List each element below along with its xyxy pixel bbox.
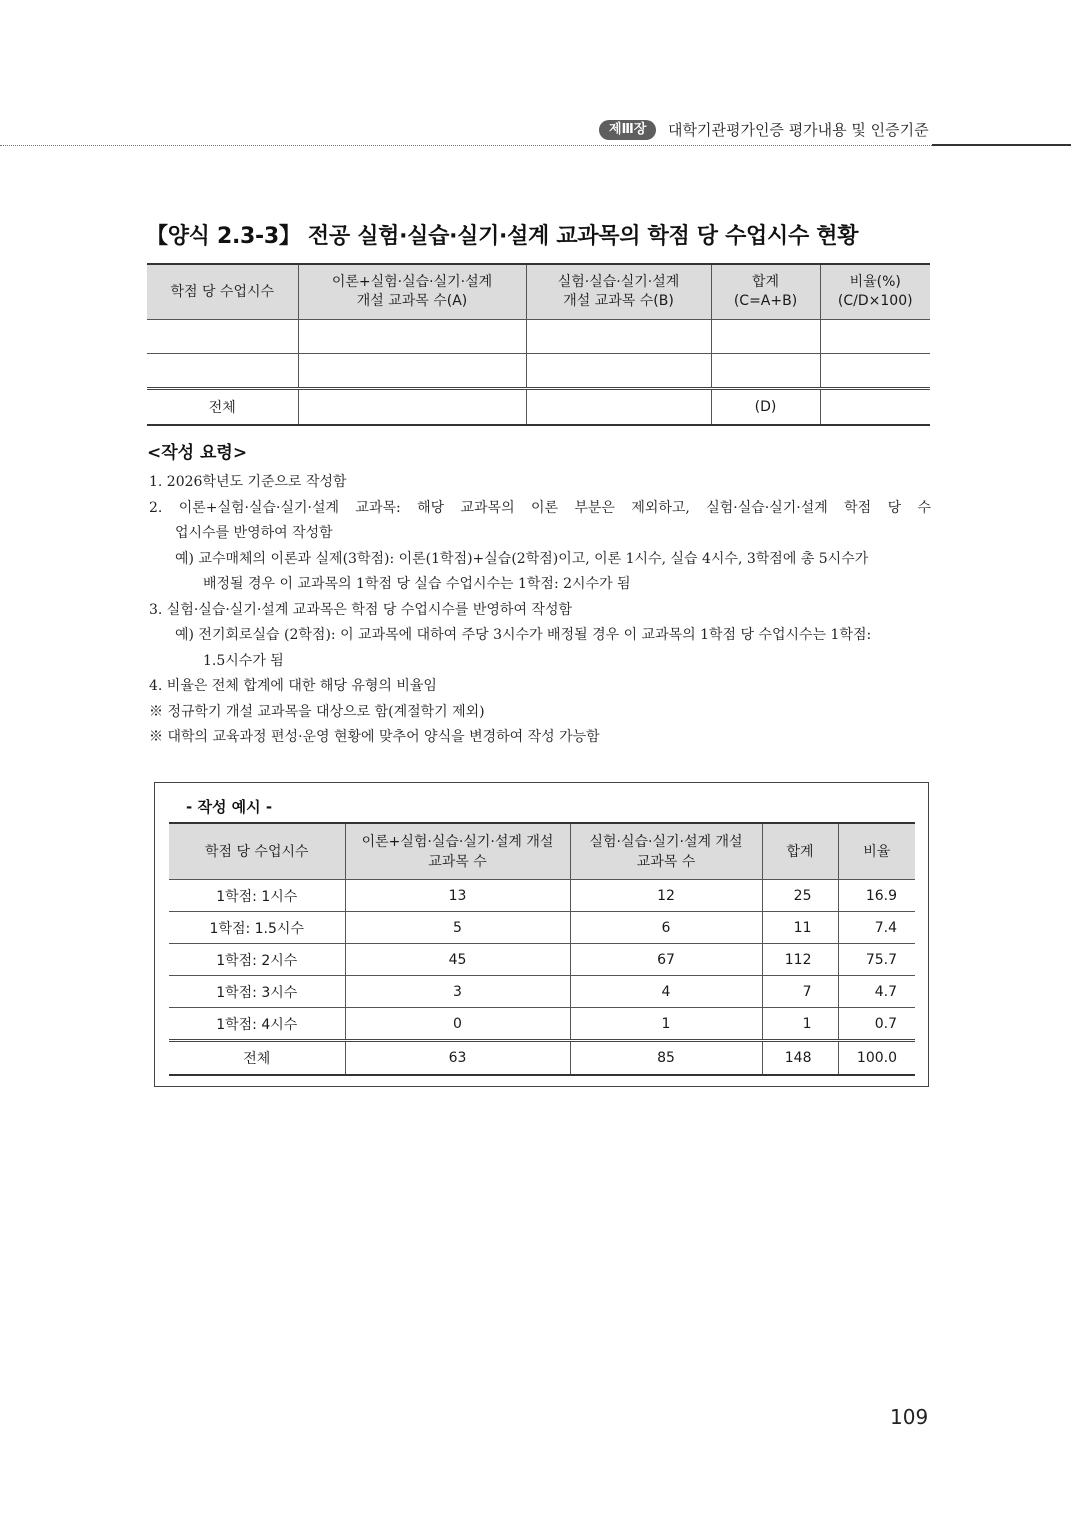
chapter-badge: 제Ⅲ장 — [599, 120, 656, 140]
example-cell: 1학점: 1.5시수 — [169, 912, 345, 944]
header-title: 대학기관평가인증 평가내용 및 인증기준 — [668, 121, 929, 139]
example-header-cell: 학점 당 수업시수 — [169, 823, 345, 880]
example-total-row — [169, 1041, 915, 1076]
example-header-cell: 합계 — [762, 823, 838, 880]
form-header-cell: 이론+실험·실습·실기·설계 개설 교과목 수(A) — [298, 264, 526, 320]
example-cell: 12 — [570, 880, 762, 912]
form-table-header-row — [147, 264, 930, 320]
guide-line: 업시수를 반영하여 작성함 — [175, 525, 333, 541]
form-empty-cell — [820, 354, 930, 389]
example-table — [169, 822, 915, 1076]
example-cell: 0 — [345, 1008, 570, 1041]
form-empty-cell — [820, 320, 930, 354]
example-cell: 67 — [570, 944, 762, 976]
header-solid-rule — [932, 144, 1071, 146]
example-label: - 작성 예시 - — [186, 798, 273, 816]
example-cell: 4.7 — [838, 976, 915, 1008]
example-cell: 45 — [345, 944, 570, 976]
guide-line: 2. 이론+실험·실습·실기·설계 교과목: 해당 교과목의 이론 부분은 제외하고, 실험·실습·실기·설계 학점 당 수 — [149, 499, 931, 516]
guide-line: 배정될 경우 이 교과목의 1학점 당 실습 수업시수는 1학점: 2시수가 됨 — [203, 576, 631, 592]
form-empty-cell — [711, 354, 820, 389]
form-header-cell: 실험·실습·실기·설계 개설 교과목 수(B) — [526, 264, 711, 320]
form-header-cell: 합계 (C=A+B) — [711, 264, 820, 320]
example-total-cell: 63 — [345, 1041, 570, 1076]
form-table — [147, 263, 930, 426]
guide-line: 예) 전기회로실습 (2학점): 이 교과목에 대하여 주당 3시수가 배정될 경우 이 교과목의 1학점 당 수업시수는 1학점: — [175, 627, 872, 643]
example-header-cell: 실험·실습·실기·설계 개설 교과목 수 — [570, 823, 762, 880]
form-total-sum: (D) — [711, 389, 820, 426]
form-header-cell: 학점 당 수업시수 — [147, 264, 298, 320]
form-total-cell — [820, 389, 930, 426]
header-dotted-rule — [0, 145, 932, 146]
example-row — [169, 912, 915, 944]
example-cell: 1 — [762, 1008, 838, 1041]
form-empty-cell — [711, 320, 820, 354]
form-empty-cell — [526, 354, 711, 389]
form-total-cell — [526, 389, 711, 426]
example-header-cell: 이론+실험·실습·실기·설계 개설 교과목 수 — [345, 823, 570, 880]
example-cell: 13 — [345, 880, 570, 912]
example-cell: 25 — [762, 880, 838, 912]
example-cell: 0.7 — [838, 1008, 915, 1041]
form-empty-cell — [147, 320, 298, 354]
guide-line: 4. 비율은 전체 합계에 대한 해당 유형의 비율임 — [149, 678, 437, 694]
guide-note: ※ 대학의 교육과정 편성·운영 현황에 맞추어 양식을 변경하여 작성 가능함 — [149, 729, 600, 745]
example-cell: 7 — [762, 976, 838, 1008]
form-empty-cell — [526, 320, 711, 354]
example-cell: 1학점: 4시수 — [169, 1008, 345, 1041]
example-cell: 1학점: 2시수 — [169, 944, 345, 976]
example-cell: 5 — [345, 912, 570, 944]
guide-line: 1.5시수가 됨 — [203, 652, 284, 669]
example-total-cell: 85 — [570, 1041, 762, 1076]
example-total-cell: 148 — [762, 1041, 838, 1076]
guide-line: 1. 2026학년도 기준으로 작성함 — [149, 474, 347, 490]
guide-heading: <작성 요령> — [147, 443, 248, 463]
form-total-row — [147, 389, 930, 426]
example-cell: 4 — [570, 976, 762, 1008]
page-number: 109 — [890, 1405, 929, 1429]
example-cell: 6 — [570, 912, 762, 944]
example-header-row — [169, 823, 915, 880]
example-cell: 16.9 — [838, 880, 915, 912]
running-header — [0, 118, 1071, 148]
example-cell: 75.7 — [838, 944, 915, 976]
example-cell: 1학점: 3시수 — [169, 976, 345, 1008]
example-cell: 1 — [570, 1008, 762, 1041]
form-title: 【양식 2.3-3】 전공 실험·실습·실기·설계 교과목의 학점 당 수업시수 현황 — [146, 224, 859, 249]
form-empty-cell — [298, 320, 526, 354]
example-cell: 1학점: 1시수 — [169, 880, 345, 912]
example-cell: 112 — [762, 944, 838, 976]
example-cell: 11 — [762, 912, 838, 944]
form-table-row — [147, 354, 930, 389]
form-total-label: 전체 — [147, 389, 298, 426]
example-row — [169, 1008, 915, 1041]
example-total-cell: 전체 — [169, 1041, 345, 1076]
example-row — [169, 944, 915, 976]
guide-line: 예) 교수매체의 이론과 실제(3학점): 이론(1학점)+실습(2학점)이고, 이론 1시수, 실습 4시수, 3학점에 총 5시수가 — [175, 550, 869, 567]
guide-body — [149, 470, 931, 751]
form-empty-cell — [147, 354, 298, 389]
example-header-cell: 비율 — [838, 823, 915, 880]
form-table-row — [147, 320, 930, 354]
example-cell: 7.4 — [838, 912, 915, 944]
example-total-cell: 100.0 — [838, 1041, 915, 1076]
guide-note: ※ 정규학기 개설 교과목을 대상으로 함(계절학기 제외) — [149, 703, 485, 720]
form-total-cell — [298, 389, 526, 426]
guide-line: 3. 실험·실습·실기·설계 교과목은 학점 당 수업시수를 반영하여 작성함 — [149, 601, 573, 618]
example-row — [169, 976, 915, 1008]
example-row — [169, 880, 915, 912]
form-header-cell: 비율(%) (C/D×100) — [820, 264, 930, 320]
example-cell: 3 — [345, 976, 570, 1008]
form-empty-cell — [298, 354, 526, 389]
